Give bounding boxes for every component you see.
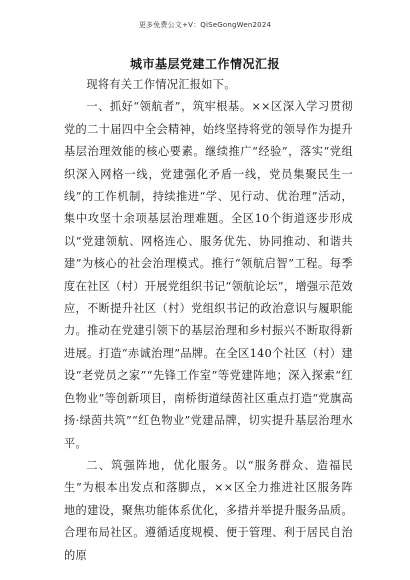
- section-one-paragraph: 一、抓好“领航者”，筑牢根基。××区深入学习贯彻党的二十届四中全会精神，始终坚持将党的领导作为提升基层治理效能的核心要素。继续推广“经验”，落实“党组织深入网格一线，党建强化矛盾一线，党员集聚民生一线”的工作机制，持续推进“学、见行动、优治理”活动，集中攻坚十余项基层治理难题。全区10个街道逐步形成以“党建领航、网格连心、服务优先、协同推动、和谐共建”为核心的社会治理模式。推行“领航启智”工程。每季度在社区（村）开展党组织书记“领航论坛”，增强示范效应，不断提升社区（村）党组织书记的政治意识与履职能力。推动在党建引领下的基层治理和乡村振兴不断取得新进展。打造“赤诚治理”品牌。在全区140个社区（村）建设“老党员之家”“先锋工作室”等党建阵地；深入探索“红色物业”等创新项目，南桥街道绿茵社区重点打造“党旗高扬·绿茵共筑”“红色物业”党建品牌，切实提升基层治理水平。: [64, 100, 353, 450]
- intro-paragraph: 现将有关工作情况汇报如下。: [86, 78, 236, 91]
- document-body: [64, 74, 353, 567]
- section-two-paragraph: 二、筑强阵地，优化服务。以“服务群众、造福民生”为根本出发点和落脚点，××区全力推进社区服务阵地的建设，聚焦功能体系优化，多措并举提升服务品质。合理布局社区。遵循适度规模、便于管理、利于居民自治的原: [64, 458, 353, 562]
- document-title: 城市基层党建工作情况汇报: [129, 57, 280, 71]
- header-note: 更多免费公文+V：QiSeGongWen2024: [138, 21, 272, 29]
